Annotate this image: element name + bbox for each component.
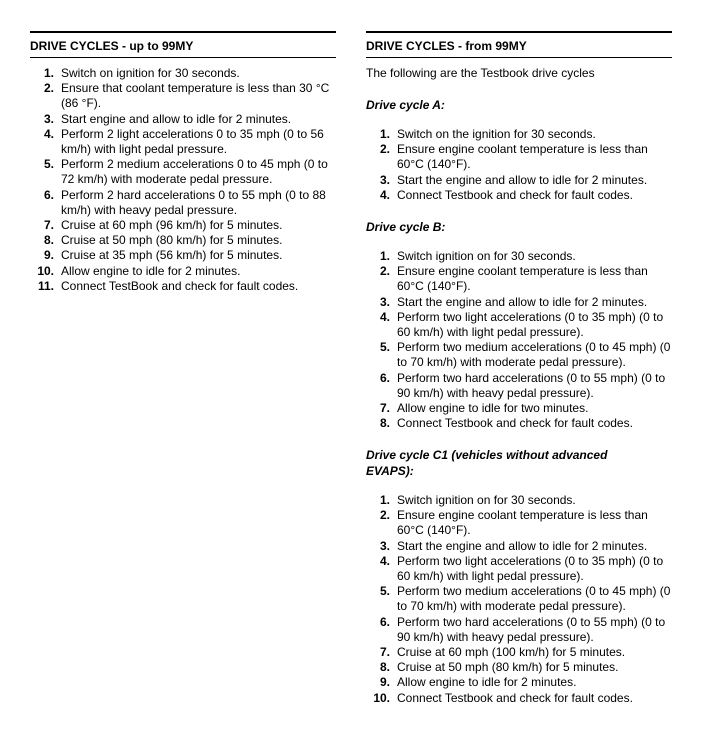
cycle-c1-heading: Drive cycle C1 (vehicles without advanced EVAPS):	[366, 448, 608, 478]
step-text: Switch ignition on for 30 seconds.	[397, 493, 576, 507]
step-number: 8.	[379, 660, 390, 675]
list-item	[30, 264, 336, 279]
step-number: 5.	[379, 584, 390, 599]
step-text: Switch on the ignition for 30 seconds.	[397, 127, 596, 141]
step-text: Ensure engine coolant temperature is less than 60°C (140°F).	[397, 508, 648, 538]
cycle-a-heading: Drive cycle A:	[366, 98, 445, 112]
step-text: Cruise at 50 mph (80 km/h) for 5 minutes.	[397, 660, 619, 675]
step-text: Ensure that coolant temperature is less than 30 °C (86 °F).	[61, 81, 330, 111]
step-number: 7.	[379, 401, 390, 416]
step-number: 7.	[379, 645, 390, 660]
step-number: 3.	[379, 172, 390, 187]
intro-text: The following are the Testbook drive cycles	[366, 66, 595, 80]
list-item	[366, 249, 672, 264]
right-header	[366, 31, 672, 58]
step-text: Cruise at 60 mph (96 km/h) for 5 minutes.	[61, 218, 283, 233]
step-number: 1.	[43, 66, 54, 80]
list-item	[366, 264, 672, 294]
step-number: 3.	[43, 111, 54, 126]
step-text: Allow engine to idle for 2 minutes.	[61, 263, 241, 278]
step-number: 2.	[43, 81, 54, 96]
step-number: 11.	[37, 278, 54, 293]
list-item	[366, 340, 672, 370]
step-text: Cruise at 60 mph (100 km/h) for 5 minutes.	[397, 645, 626, 660]
header-rule-top	[366, 31, 672, 33]
header-rule-bottom	[30, 57, 336, 58]
list-item	[366, 615, 672, 645]
step-number: 1.	[379, 493, 390, 507]
step-number: 9.	[43, 248, 54, 263]
list-item	[30, 233, 336, 248]
list-item	[366, 539, 672, 554]
step-number: 1.	[379, 127, 390, 141]
list-item	[366, 416, 672, 431]
list-item	[366, 188, 672, 203]
step-text: Perform 2 light accelerations 0 to 35 mph (0 to 56 km/h) with light pedal pressure.	[61, 126, 324, 157]
step-number: 10.	[37, 263, 54, 278]
step-number: 3.	[379, 538, 390, 553]
step-text: Connect TestBook and check for fault codes.	[61, 278, 299, 293]
step-number: 4.	[379, 187, 390, 202]
header-rule-bottom	[366, 57, 672, 58]
header-rule-top	[30, 31, 336, 33]
list-item	[30, 157, 336, 187]
step-number: 2.	[379, 264, 390, 279]
cycle-b-heading: Drive cycle B:	[366, 220, 446, 234]
list-item	[366, 554, 672, 584]
step-number: 8.	[43, 233, 54, 248]
list-item	[366, 691, 672, 706]
step-number: 4.	[43, 126, 54, 141]
left-header	[30, 31, 336, 58]
cycle-a-steps-list	[366, 127, 672, 203]
step-number: 6.	[379, 370, 390, 385]
cycle-c1-steps-list	[366, 493, 672, 706]
step-text: Start the engine and allow to idle for 2 minutes.	[397, 294, 648, 309]
list-item	[366, 508, 672, 538]
step-text: Ensure engine coolant temperature is less than 60°C (140°F).	[397, 142, 648, 172]
step-number: 9.	[379, 675, 390, 690]
step-text: Ensure engine coolant temperature is less than 60°C (140°F).	[397, 264, 648, 294]
step-text: Perform two light accelerations (0 to 35 mph) (0 to 60 km/h) with light pedal pressure).	[397, 309, 664, 340]
left-section-title: DRIVE CYCLES - up to 99MY	[30, 39, 194, 53]
step-number: 4.	[379, 309, 390, 324]
right-section-title: DRIVE CYCLES - from 99MY	[366, 39, 527, 53]
left-steps-list	[30, 66, 336, 294]
list-item	[366, 173, 672, 188]
list-item	[366, 493, 672, 508]
step-text: Connect Testbook and check for fault codes.	[397, 416, 633, 431]
step-number: 2.	[379, 508, 390, 523]
step-text: Perform 2 medium accelerations 0 to 45 mph (0 to 72 km/h) with moderate pedal pressure.	[61, 157, 328, 187]
list-item	[366, 584, 672, 614]
step-number: 2.	[379, 142, 390, 157]
list-item	[30, 188, 336, 218]
step-text: Start engine and allow to idle for 2 minutes.	[61, 111, 292, 126]
step-text: Switch ignition on for 30 seconds.	[397, 249, 576, 263]
list-item	[366, 401, 672, 416]
list-item	[30, 112, 336, 127]
list-item	[30, 218, 336, 233]
list-item	[366, 645, 672, 660]
list-item	[366, 371, 672, 401]
step-text: Perform 2 hard accelerations 0 to 55 mph (0 to 88 km/h) with heavy pedal pressure.	[61, 187, 326, 217]
step-text: Start the engine and allow to idle for 2 minutes.	[397, 538, 648, 553]
list-item	[30, 248, 336, 263]
step-text: Switch on ignition for 30 seconds.	[61, 66, 240, 80]
step-number: 6.	[43, 187, 54, 202]
step-text: Connect Testbook and check for fault codes.	[397, 690, 633, 705]
cycle-b-steps-list	[366, 249, 672, 431]
step-text: Cruise at 35 mph (56 km/h) for 5 minutes.	[61, 248, 283, 263]
step-text: Perform two medium accelerations (0 to 45 mph) (0 to 70 km/h) with moderate pedal pressure).	[397, 584, 671, 614]
step-number: 8.	[379, 416, 390, 431]
step-number: 3.	[379, 294, 390, 309]
step-number: 7.	[43, 218, 54, 233]
list-item	[30, 66, 336, 81]
list-item	[366, 295, 672, 310]
step-text: Perform two hard accelerations (0 to 55 mph) (0 to 90 km/h) with heavy pedal pressure).	[397, 370, 666, 400]
list-item	[30, 81, 336, 111]
list-item	[366, 310, 672, 340]
step-number: 6.	[379, 614, 390, 629]
step-text: Connect Testbook and check for fault codes.	[397, 187, 633, 202]
step-text: Cruise at 50 mph (80 km/h) for 5 minutes.	[61, 233, 283, 248]
list-item	[366, 127, 672, 142]
step-text: Perform two light accelerations (0 to 35 mph) (0 to 60 km/h) with light pedal pressure).	[397, 553, 664, 584]
step-number: 4.	[379, 553, 390, 568]
step-text: Perform two hard accelerations (0 to 55 mph) (0 to 90 km/h) with heavy pedal pressure).	[397, 614, 666, 644]
list-item	[30, 279, 336, 294]
step-text: Allow engine to idle for 2 minutes.	[397, 675, 577, 690]
list-item	[366, 675, 672, 690]
step-number: 5.	[43, 157, 54, 172]
step-text: Perform two medium accelerations (0 to 45 mph) (0 to 70 km/h) with moderate pedal pressure).	[397, 340, 671, 370]
list-item	[366, 142, 672, 172]
step-number: 10.	[373, 690, 390, 705]
step-number: 1.	[379, 249, 390, 263]
list-item	[366, 660, 672, 675]
step-text: Allow engine to idle for two minutes.	[397, 401, 589, 416]
list-item	[30, 127, 336, 157]
step-number: 5.	[379, 340, 390, 355]
step-text: Start the engine and allow to idle for 2 minutes.	[397, 172, 648, 187]
